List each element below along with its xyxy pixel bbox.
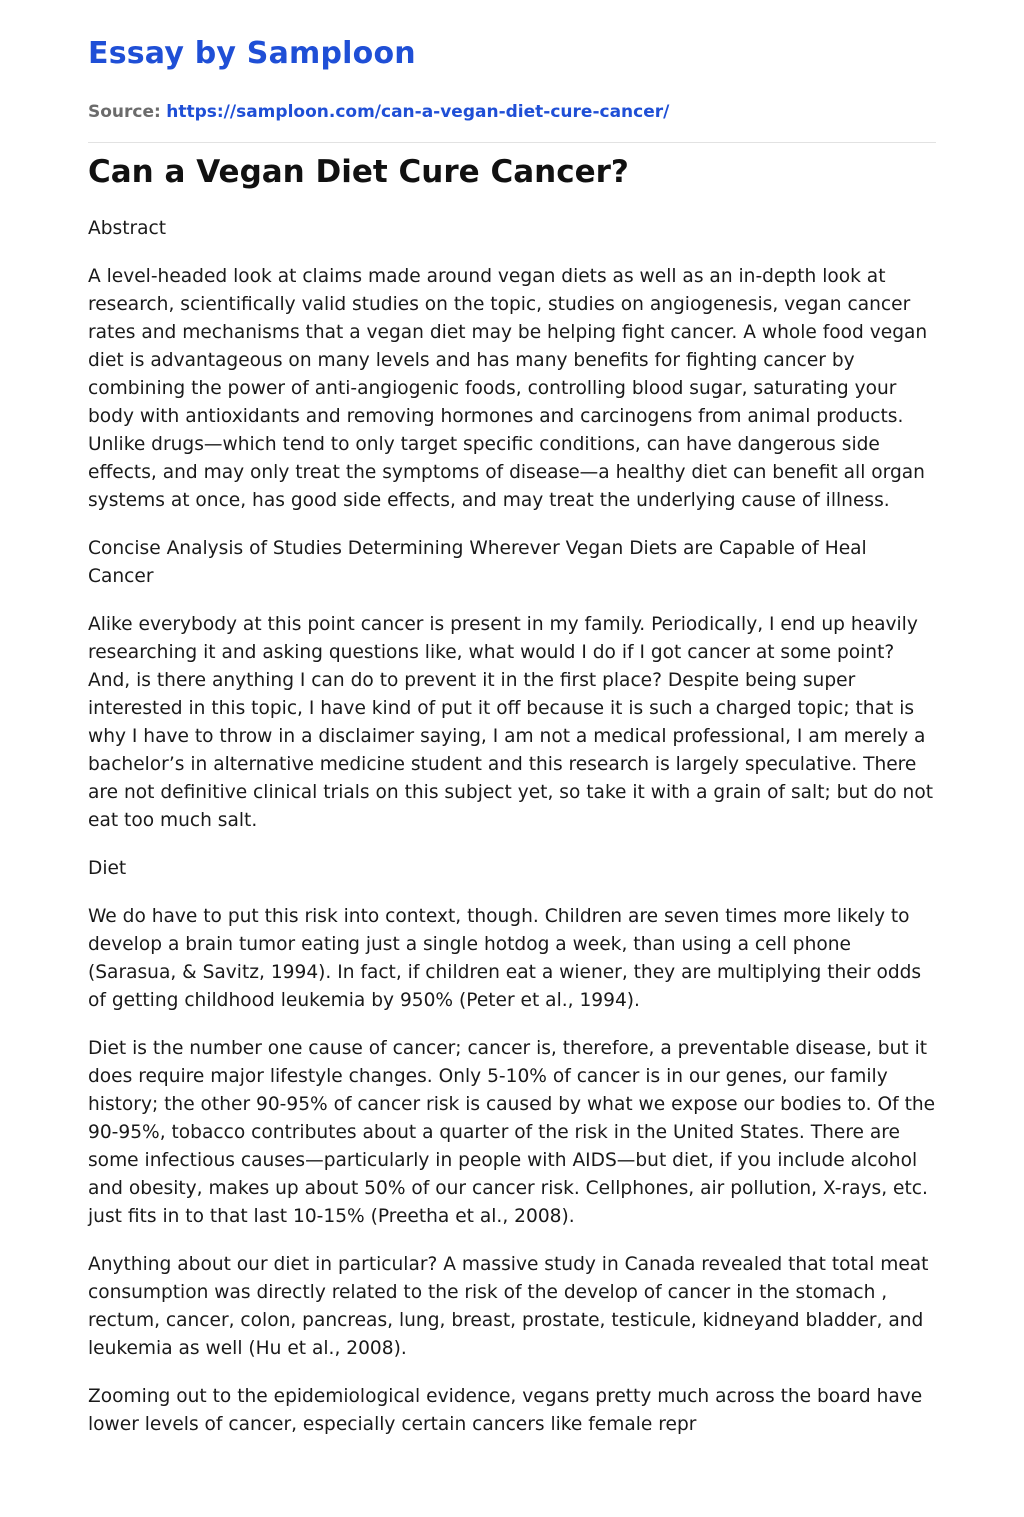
diet-paragraph-4: Zooming out to the epidemiological evidence, vegans pretty much across the board have lower levels of cancer, especially certain cancers like female repr: [88, 1386, 923, 1435]
source-label: Source:: [88, 102, 161, 122]
site-brand[interactable]: Essay by Samploon: [88, 36, 416, 71]
analysis-paragraph: Alike everybody at this point cancer is present in my family. Periodically, I end up heavily researching it and asking questions like, what would I do if I got cancer at some point? And, is there anything I can do to prevent it in the first place? Despite being super interested in this topic, I have kind of put it off because it is such a charged topic; that is why I have to throw in a disclaimer saying, I am not a medical professional, I am merely a bachelor’s in alternative medicine student and this research is largely speculative. There are not definitive clinical trials on this subject yet, so take it with a grain of salt; but do not eat too much salt.: [88, 614, 933, 831]
diet-paragraph-3: Anything about our diet in particular? A massive study in Canada revealed that total meat consumption was directly related to the risk of the develop of cancer in the stomach , rectum, cancer, colon, pancreas, lung, breast, prostate, testicule, kidneyand bladder, and leukemia as well (Hu et al., 2008).: [88, 1254, 929, 1359]
diet-paragraph-2: Diet is the number one cause of cancer; cancer is, therefore, a preventable disease, but it does require major lifestyle changes. Only 5-10% of cancer is in our genes, our family history; the other 90-95% of cancer risk is caused by what we expose our bodies to. Of the 90-95%, tobacco contributes about a quarter of the risk in the United States. There are some infectious causes—particularly in people with AIDS—but diet, if you include alcohol and obesity, makes up about 50% of our cancer risk. Cellphones, air pollution, X-rays, etc. just fits in to that last 10-15% (Preetha et al., 2008).: [88, 1038, 936, 1227]
diet-heading: Diet: [88, 858, 127, 879]
essay-title: Can a Vegan Diet Cure Cancer?: [88, 154, 629, 190]
header-divider: [88, 142, 936, 143]
diet-paragraph-1: We do have to put this risk into context, though. Children are seven times more likely to develop a brain tumor eating just a single hotdog a week, than using a cell phone (Sarasua, & Savitz, 1994). In fact, if children eat a wiener, they are multiplying their odds of getting childhood leukemia by 950% (Peter et al., 1994).: [88, 906, 922, 1011]
abstract-paragraph: A level-headed look at claims made around vegan diets as well as an in-depth look at research, scientifically valid studies on the topic, studies on angiogenesis, vegan cancer rates and mechanisms that a vegan diet may be helping fight cancer. A whole food vegan diet is advantageous on many levels and has many benefits for fighting cancer by combining the power of anti-angiogenic foods, controlling blood sugar, saturating your body with antioxidants and removing hormones and carcinogens from animal products. Unlike drugs—which tend to only target specific conditions, can have dangerous side effects, and may only treat the symptoms of disease—a healthy diet can benefit all organ systems at once, has good side effects, and may treat the underlying cause of illness.: [88, 266, 928, 511]
source-link[interactable]: https://samploon.com/can-a-vegan-diet-cure-cancer/: [166, 102, 670, 122]
abstract-heading: Abstract: [88, 218, 167, 239]
source-line: [88, 102, 669, 122]
essay-body: [88, 215, 936, 1439]
analysis-heading: Concise Analysis of Studies Determining Wherever Vegan Diets are Capable of Heal Cancer: [88, 538, 867, 587]
